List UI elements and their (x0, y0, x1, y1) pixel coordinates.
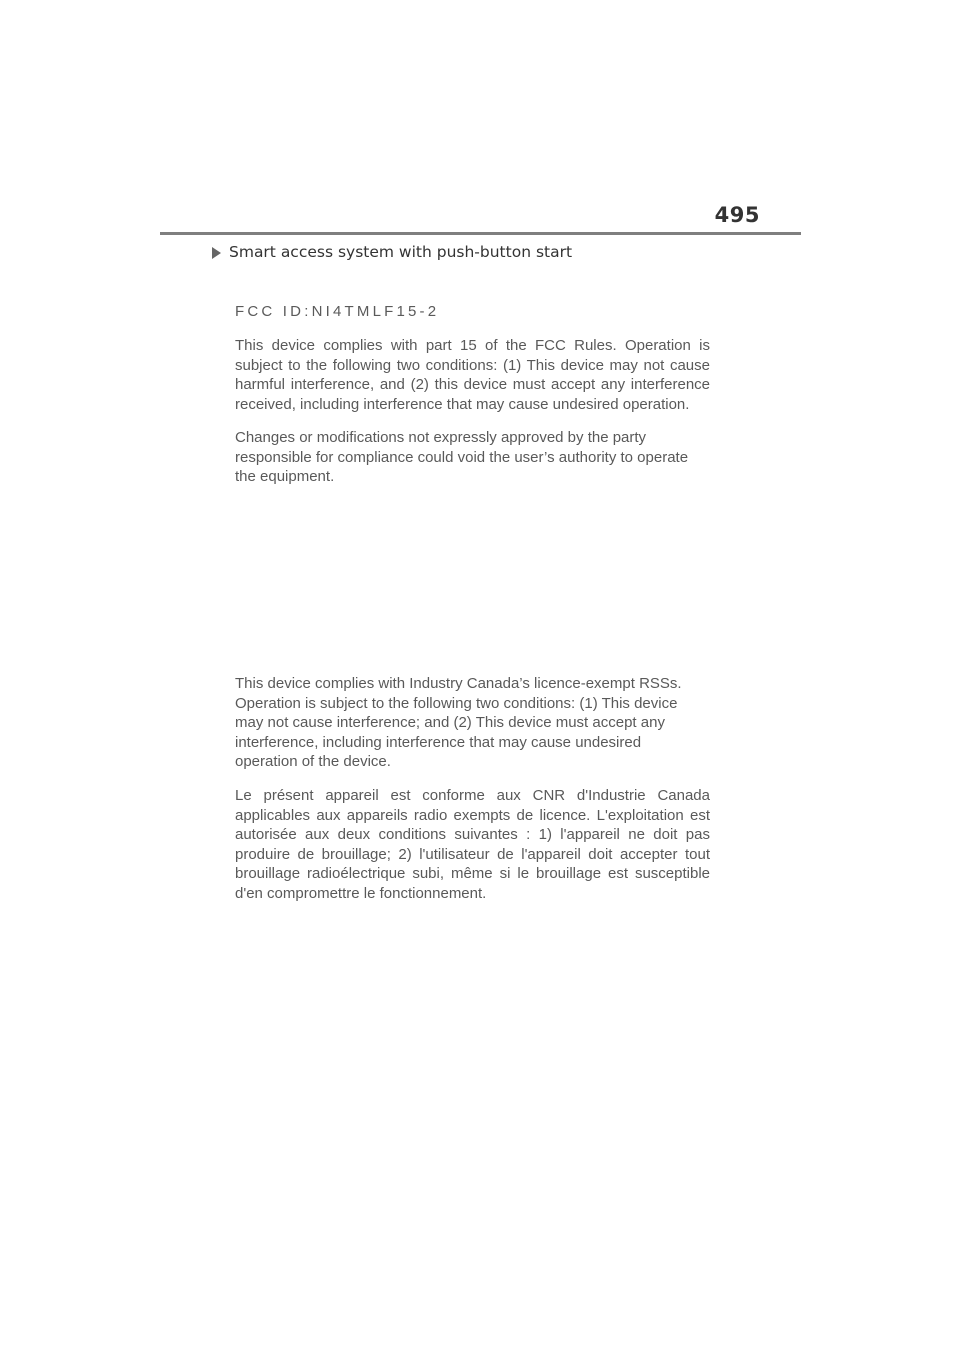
section-heading-text: Smart access system with push-button start (229, 243, 573, 261)
text-line: d'en compromettre le fonctionnement. (235, 884, 487, 902)
text-line: subject to the following two conditions: (1) This device may not cause (235, 356, 710, 374)
text-line: responsible for compliance could void the user’s authority to operate (235, 448, 689, 466)
section-heading (212, 243, 572, 261)
text-line: received, including interference that may cause undesired operation. (235, 395, 690, 413)
modifications-notice (235, 428, 710, 487)
page-number: 495 (714, 203, 760, 227)
text-line: interference, including interference that may cause undesired (235, 733, 642, 751)
text-line: the equipment. (235, 468, 335, 486)
fcc-statement (235, 336, 710, 414)
text-line: This device complies with Industry Canada’s licence-exempt RSSs. (235, 675, 682, 692)
text-line: operation of the device. (235, 753, 391, 771)
text-line: Operation is subject to the following two conditions: (1) This device (235, 694, 678, 712)
text-line: produire de brouillage; 2) l'utilisateur de l'appareil doit accepter tout (235, 845, 710, 863)
text-line: This device complies with part 15 of the FCC Rules. Operation is (235, 337, 710, 354)
canada-statement-en (235, 674, 710, 772)
text-line: Le présent appareil est conforme aux CNR d'Industrie Canada (235, 787, 710, 804)
header-divider (160, 232, 801, 235)
text-line: autorisée aux deux conditions suivantes : 1) l'appareil ne doit pas (235, 826, 710, 844)
text-line: may not cause interference; and (2) This device must accept any (235, 714, 665, 732)
canada-statement-fr (235, 786, 710, 904)
text-line: brouillage radioélectrique subi, même si le brouillage est susceptible (235, 865, 710, 883)
text-line: harmful interference, and (2) this device must accept any interference (235, 376, 710, 394)
triangle-bullet-icon (212, 247, 221, 259)
text-line: applicables aux appareils radio exempts de licence. L'exploitation est (235, 806, 710, 824)
fcc-id-label: FCC ID:NI4TMLF15-2 (235, 303, 440, 320)
text-line: Changes or modifications not expressly approved by the party (235, 429, 647, 446)
